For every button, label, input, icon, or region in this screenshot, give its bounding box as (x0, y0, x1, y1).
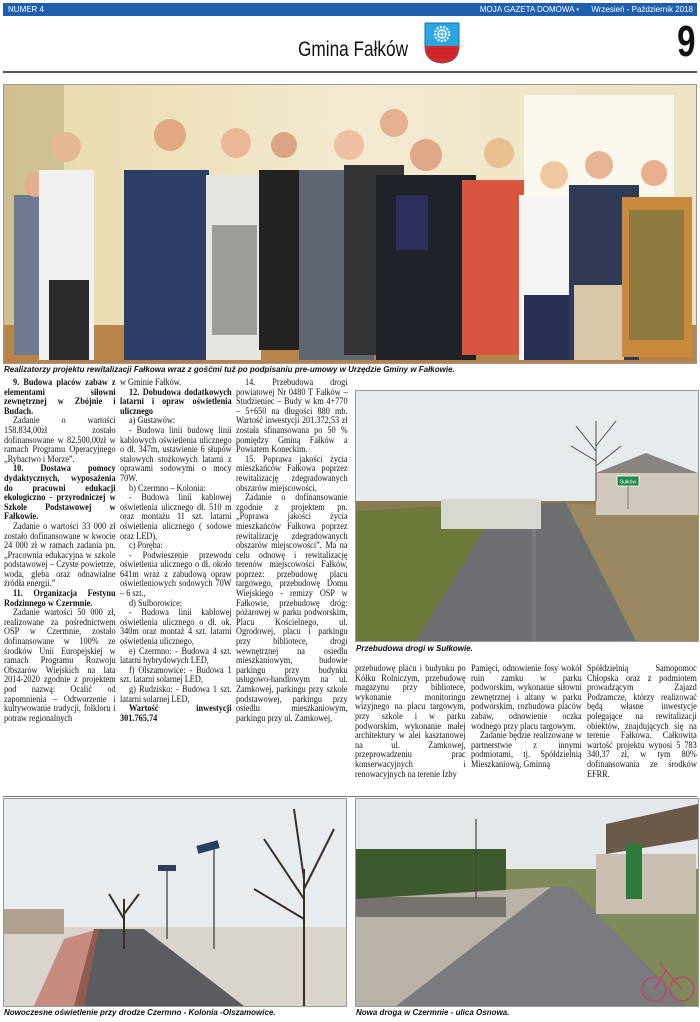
column-divider (3, 796, 697, 797)
publication-name: MOJA GAZETA DOMOWA • (479, 5, 580, 14)
article-paragraph: w Gminie Fałków. (120, 377, 182, 387)
article-heading: 15. Poprawa jakości życia mieszkańców Fałkowa poprzez rewitalizację zdegradowanych obszarów miejscowości. (236, 453, 348, 493)
article-paragraph: e) Czermno: - Budowa 4 szt. latarni hybrydowych LED, (120, 645, 232, 666)
article-paragraph: przebudowę placu i budynku po Kółku Rolniczym, przebudowę magazynu przy bibliotece, wykonanie monitoringu wizyjnego na placu targowym, przy szkole i w parku podworskim, wykonanie małej architektury w alei kasztanowej na ul. Zamkowej, przeprowadzeniu prac konserwacyjnych i renowacyjnych na terenie Izby (355, 663, 466, 779)
article-heading: 9. Budowa placów zabaw z elementami siłowni zewnętrznej w Zbójnie i Budach. (4, 377, 116, 416)
article-paragraph: Zadanie o wartości 158.834,00zł zostało dofinansowane w 82.500,00zł w ramach Programu Operacyjnego „Rybactwo i Morze”. (4, 415, 116, 464)
article-paragraph: b) Czermno – Kolonia: (129, 482, 206, 493)
article-column-3 (236, 378, 348, 723)
investment-value: Wartość inwestycji 301.765,74 (120, 703, 232, 723)
top-bar (3, 3, 697, 16)
article-paragraph: f) Olszamowice: - Budowa 1 szt. latarni solarnej LED, (120, 664, 232, 685)
new-road-photo (355, 798, 699, 1007)
road-photo (355, 390, 699, 642)
article-paragraph: - Podwieszenie przewodu oświetlenia ulicznego o dł. około 641m wraz z zabudową opraw oświetleniowych sodowych 70W – 6 szt., (120, 549, 232, 599)
article-paragraph: Spółdzielnią Samopomoc Chłopska oraz z podmiotem prowadzącym Zajazd Podzamcze, którzy realizować będą własne inwestycje polegające na rewitalizacji obiektów, znajdujących się na terenie Fałkowa. Całkowita wartość projektu wynosi 5 783 340,37 zł, w tym 80% dofinansowania ze środków EFRR. (587, 663, 697, 779)
article-column-6 (587, 664, 697, 779)
article-paragraph: d) Sulborowice: (129, 597, 183, 608)
publication-info (470, 3, 693, 16)
article-paragraph: a) Gustawów: (129, 415, 176, 426)
article-paragraph: Zadanie wartości 50 000 zł, realizowane za pośrednictwem OSP w Czermnie, zostało dofinansowane w 100% ze środków Unii Europejskiej w ramach Programu Rozwoju Obszarów Wiejskich na lata 2014-2020 zgodnie z projektem pod nazwą: Ocalić od zapomnienia – Odtworzenie i kultywowanie tradycji, folkloru i potraw regionalnych (4, 607, 116, 723)
article-heading: 14. Przebudowa drogi powiatowej Nr 0480 T Fałków – Studzieniec – Budy w km 4+770 – 5+650 na długości 880 mb. Wartość inwestycji 201.372,53 zł została sfinansowana po 50 % pomiędzy Gminą Fałków a Powiatem Koneckim. (236, 377, 348, 455)
main-photo-caption: Realizatorzy projektu rewitalizacji Fałkowa wraz z gośćmi tuż po podpisaniu pre-umowy w Urzędzie Gminy w Fałkowie. (4, 365, 455, 374)
article-paragraph: g) Rudzisko: - Budowa 1 szt. latarni solarnej LED, (120, 684, 232, 704)
header-divider (3, 71, 697, 73)
page-number: 9 (676, 17, 695, 66)
lighting-photo-image (4, 799, 346, 1006)
article-column-1 (4, 378, 116, 723)
article-paragraph: Pamięci, odnowienie fosy wokół ruin zamku w parku podworskim, wykonanie siłowni zewnętrznej i altany w parku podworskim, rozbudowa placów zabaw, odnowienie oczka wodnego przy placu targowym. (471, 663, 582, 731)
article-column-5 (471, 664, 582, 770)
group-photo (3, 84, 697, 364)
road-photo-image (356, 391, 698, 641)
new-road-photo-caption: Nowa droga w Czermnie - ulica Osnowa. (356, 1008, 510, 1017)
issue-number: NUMER 4 (8, 5, 45, 14)
article-column-4 (355, 664, 466, 779)
article-heading: 12. Dobudowa dodatkowych latarni i opraw oświetlenia ulicznego (120, 386, 232, 416)
lighting-photo-caption: Nowoczesne oświetlenie przy drodze Czermno - Kolonia -Olszamowice. (4, 1008, 276, 1017)
article-heading: 11. Organizacja Festynu Rodzinnego w Czermnie. (4, 588, 116, 608)
place-sign-text: Sułków (619, 479, 637, 486)
section-title: Gmina Fałków (298, 38, 409, 61)
issue-date: Wrzesień - Październik 2018 (591, 5, 693, 14)
article-paragraph: c) Poręba: (129, 540, 163, 551)
article-paragraph: - Budowa linii kablowej oświetlenia ulicznego o dł. ok. 340m oraz montaż 4 szt. latarni oświetlenia ulicznego, (120, 607, 232, 647)
group-photo-image (4, 85, 696, 363)
article-heading: 10. Dostawa pomocy dydaktycznych, wyposażenia do pracowni edukacji ekologiczno - przyrodniczej w Szkole Podstawowej w Fałkowie. (4, 463, 116, 522)
road-photo-caption: Przebudowa drogi w Sułkowie. (356, 644, 473, 653)
coat-of-arms-icon (424, 22, 460, 64)
article-column-2 (120, 378, 232, 723)
lighting-photo (3, 798, 347, 1007)
article-paragraph: Zadanie będzie realizowane w partnerstwie z innymi podmiotami, tj. Spółdzielnią Mieszkaniową, Gminną (471, 730, 582, 769)
article-paragraph: Zadanie o dofinansowanie zgodnie z projektem pn. „Poprawa jakości życia mieszkańców Fałkowa poprzez rewitalizację zdegradowanych obszarów miejscowości”. Ma na celu odnowę i rewitalizację terenów miejscowości Fałków, poprzez: przebudowę placu targowego, przebudowę Domu Wiejskiego - remizy OSP w Fałkowie, przebudowę dróg: pożarowej w parku podworskim, Placu Kościelnego, ul. Ogrodowej, placu i parkingu przy bibliotece, drogi wewnętrznej na osiedlu mieszkaniowym, budowie parkingu przy budynku usługowo-handlowym na ul. Zamkowej, parkingu przy szkole podstawowej, parkingu przy osiedlu mieszkaniowym, parkingu przy ul. Zamkowej, (236, 492, 348, 723)
article-paragraph: - Budowa linii budowę linii kablowych oświetlenia ulicznego o dł. 347m, ustawienie 6 słupów stalowych stożkowych latarni z oprawami sodowymi o mocy 70W. (120, 424, 232, 483)
article-paragraph: Zadanie o wartości 33 000 zł zostało dofinansowane w kwocie 24 000 zł w ramach zadania pn. „Pracownia edukacyjna w szkole podstawowej – Czyste powietrze, woda, gleba oraz odnawialne źródła energii.” (4, 520, 116, 589)
article-paragraph: - Budowa linii kablowej oświetlenia ulicznego dł. 510 m oraz montażu 11 szt. latarni oświetlenia ulicznego ( sodowe oraz LED), (120, 492, 232, 541)
new-road-photo-image (356, 799, 698, 1006)
